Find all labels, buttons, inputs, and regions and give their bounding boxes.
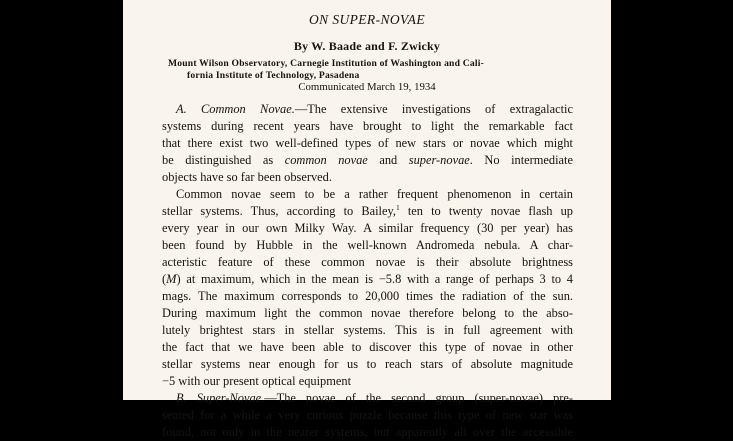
section-heading-a: A. Common Novae.	[176, 102, 295, 116]
text-line: acteristic feature of these common novae is their absolute brightness	[162, 255, 573, 269]
text-line: been found by Hubble in the well-known Andromeda nebula. A char-	[162, 238, 573, 252]
communicated-date: Communicated March 19, 1934	[298, 81, 436, 93]
affiliation-line-2: fornia Institute of Technology, Pasadena	[187, 70, 360, 81]
paper-page	[123, 0, 611, 439]
text-line: lutely brightest stars in stellar systems. This is in full agreement with	[162, 323, 573, 337]
paper-title: ON SUPER-NOVAE	[309, 12, 425, 27]
text-line: mags. The maximum corresponds to 20,000 times the radiation of the sun.	[162, 289, 573, 303]
section-heading-b: B. Super-Novae.	[176, 391, 265, 405]
author-line: By W. Baade and F. Zwicky	[293, 39, 441, 53]
text-line: stellar systems. Thus, according to Bailey,$^1$ ten to twenty novae flash up	[162, 203, 573, 218]
text-line: B. Super-Novae.—The novae of the second group (super-novae) pre-	[176, 391, 573, 405]
text-line: A. Common Novae.—The extensive investigations of extragalactic	[176, 102, 573, 116]
text-line: that there exist two well-defined types of new stars or novae which might	[162, 136, 573, 150]
text-line: found, not only in the nearer systems, but apparently all over the accessible	[162, 425, 573, 439]
footnote-marker: 1	[395, 203, 400, 212]
text-line: sented for a while a very curious puzzle because this type of new star was	[162, 408, 573, 422]
text-line: objects have so far been observed.	[162, 170, 332, 184]
text-line: be distinguished as common novae and super-novae. No intermediate	[162, 153, 573, 167]
text-line: Common novae seem to be a rather frequent phenomenon in certain	[176, 187, 573, 201]
text-line: the fact that we have been able to discover this type of novae in other	[162, 340, 573, 354]
text-line: (M) at maximum, which in the mean is −5.8 with a range of perhaps 3 to 4	[162, 272, 573, 286]
text-line: every year in our own Milky Way. A similar frequency (30 per year) has	[162, 221, 573, 235]
text-line: stellar systems near enough for us to reach stars of absolute magnitude	[162, 357, 573, 371]
text-line: systems during recent years have brought to light the remarkable fact	[162, 119, 573, 133]
affiliation-line-1: Mount Wilson Observatory, Carnegie Institution of Washington and Cali-	[168, 58, 484, 69]
text-line: −5 with our present optical equipment	[162, 374, 352, 388]
text-line: During maximum light the common novae therefore belong to the abso-	[162, 306, 573, 320]
